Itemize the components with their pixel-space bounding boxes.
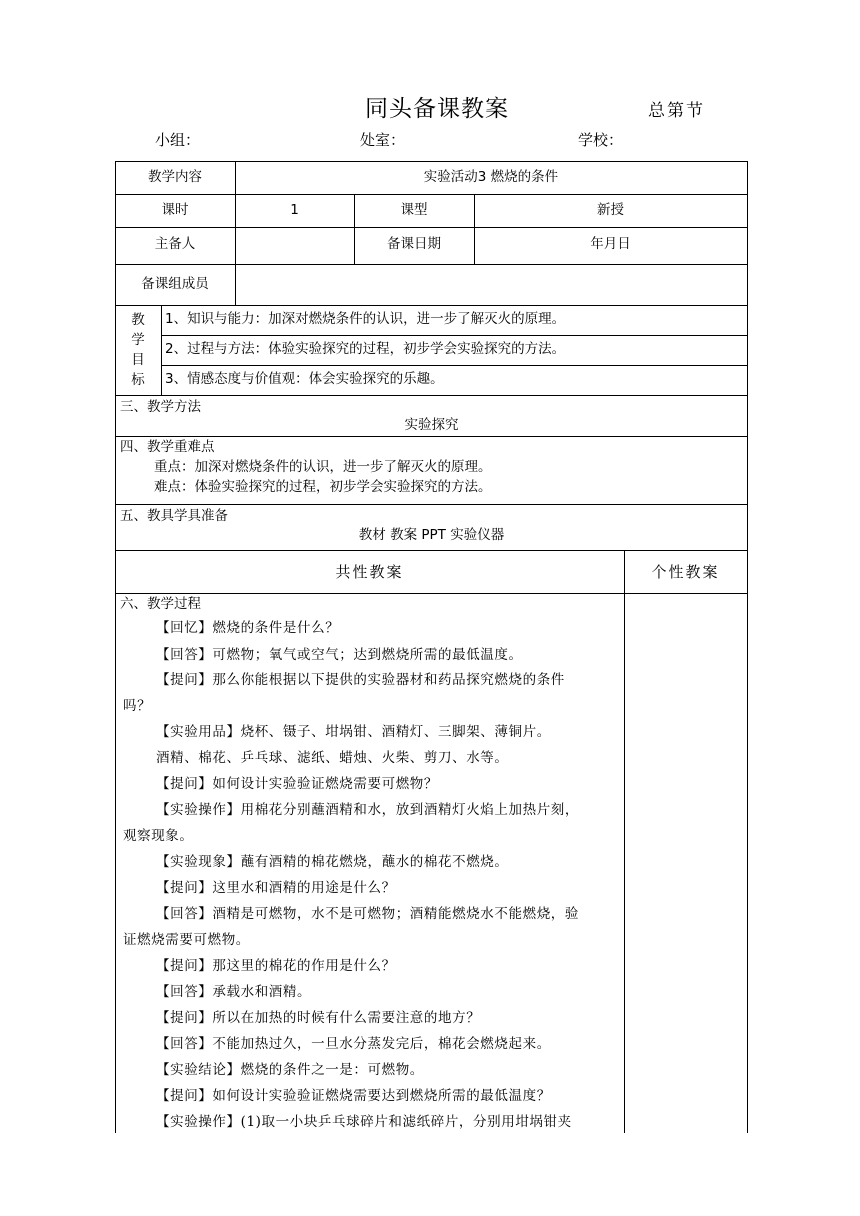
common-plan-header: 共性教案 [335,563,404,581]
process-line: 【回答】承载水和酒精。 [156,984,312,1000]
members-label: 备课组成员 [141,276,209,292]
period-value: 1 [290,202,299,218]
method-value: 实验探究 [404,417,459,433]
preparer-label: 主备人 [154,236,196,252]
school-label: 学校： [578,131,624,149]
lesson-type-value: 新授 [597,202,624,218]
process-line: 【实验操作】用棉花分别蘸酒精和水，放到酒精灯火焰上加热片刻， [156,802,579,818]
goals-label-char: 目 [131,352,145,368]
group-label: 小组： [155,131,201,149]
period-label: 课时 [161,202,189,218]
goals-label-char: 学 [131,332,145,348]
process-line: 【实验现象】蘸有酒精的棉花燃烧，蘸水的棉花不燃烧。 [156,854,509,870]
goal-attitude: 3、情感态度与价值观：体会实验探究的乐趣。 [165,371,444,387]
goal-process: 2、过程与方法：体验实验探究的过程，初步学会实验探究的方法。 [165,341,566,357]
office-label: 处室： [360,131,406,149]
process-line: 酒精、棉花、乒乓球、滤纸、蜡烛、火柴、剪刀、水等。 [156,750,509,766]
process-line: 吗？ [123,698,152,714]
process-line: 【提问】所以在加热的时候有什么需要注意的地方？ [156,1010,481,1026]
process-line: 【提问】这里水和酒精的用途是什么？ [156,880,396,896]
difficult-point: 难点：体验实验探究的过程，初步学会实验探究的方法。 [154,479,492,495]
tools-heading: 五、教具学具准备 [120,508,228,524]
process-line: 【提问】如何设计实验验证燃烧需要可燃物？ [156,776,438,792]
process-line: 【回答】酒精是可燃物，水不是可燃物；酒精能燃烧水不能燃烧，验 [156,906,579,922]
process-heading: 六、教学过程 [120,596,201,612]
document-title: 同头备课教案 [365,96,509,122]
content-value: 实验活动3 燃烧的条件 [423,169,559,185]
goal-knowledge: 1、知识与能力：加深对燃烧条件的认识，进一步了解灭火的原理。 [165,311,566,327]
goals-label-char: 教 [131,312,145,328]
process-line: 【提问】那么你能根据以下提供的实验器材和药品探究燃烧的条件 [156,672,565,688]
process-line: 【回忆】燃烧的条件是什么？ [156,620,340,636]
process-line: 观察现象。 [123,828,194,844]
process-line: 【实验用品】烧杯、镊子、坩埚钳、酒精灯、三脚架、薄铜片。 [156,724,551,740]
process-line: 证燃烧需要可燃物。 [123,932,250,948]
process-line: 【实验操作】(1)取一小块乒乓球碎片和滤纸碎片，分别用坩埚钳夹 [156,1114,572,1130]
process-line: 【提问】如何设计实验验证燃烧需要达到燃烧所需的最低温度？ [156,1088,551,1104]
tools-value: 教材 教案 PPT 实验仪器 [358,527,505,543]
prep-date-label: 备课日期 [387,236,441,252]
total-section-label: 总第节 [648,101,705,121]
key-point: 重点：加深对燃烧条件的认识，进一步了解灭火的原理。 [154,459,492,475]
lesson-type-label: 课型 [400,202,428,218]
personal-plan-header: 个性教案 [651,563,720,581]
process-line: 【回答】可燃物；氧气或空气；达到燃烧所需的最低温度。 [156,647,523,663]
method-heading: 三、教学方法 [120,399,201,415]
prep-date-value: 年月日 [590,236,631,252]
process-line: 【回答】不能加热过久，一旦水分蒸发完后，棉花会燃烧起来。 [156,1036,551,1052]
process-line: 【提问】那这里的棉花的作用是什么？ [156,958,396,974]
process-line: 【实验结论】燃烧的条件之一是：可燃物。 [156,1062,424,1078]
goals-label-char: 标 [131,372,145,388]
content-label: 教学内容 [148,169,202,185]
key-points-heading: 四、教学重难点 [120,439,215,455]
